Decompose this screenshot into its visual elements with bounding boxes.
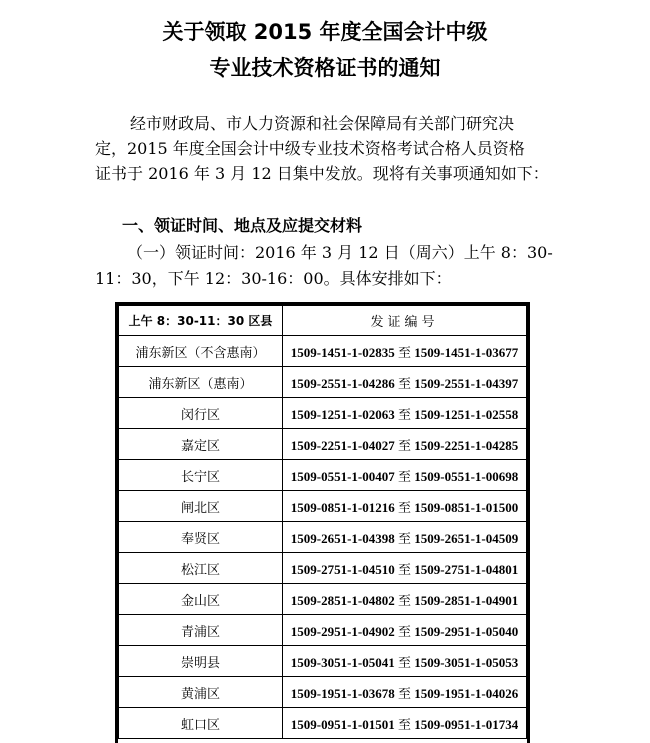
district-cell: 浦东新区（不含惠南） [119,336,283,367]
range-separator: 至 [397,686,411,702]
district-cell: 金山区 [119,584,283,615]
range-end: 1509-2551-1-04397 [414,375,519,391]
district-cell: 长宁区 [119,460,283,491]
range-separator: 至 [397,345,411,361]
range-start: 1509-2751-1-04510 [290,561,395,577]
range-separator: 至 [397,531,411,547]
certificate-range-cell [283,367,527,398]
range-start: 1509-2551-1-04286 [290,375,395,391]
document-title-line-2: 专业技术资格证书的通知 [209,56,441,80]
district-cell: 崇明县 [119,646,283,677]
range-separator: 至 [397,438,411,454]
table-row [119,429,527,460]
range-end: 1509-0551-1-00698 [414,468,519,484]
range-end: 1509-1951-1-04026 [414,685,519,701]
table-row [119,615,527,646]
table-row [119,460,527,491]
district-cell: 青浦区 [119,615,283,646]
range-separator: 至 [397,469,411,485]
range-separator: 至 [397,655,411,671]
district-cell: 嘉定区 [119,429,283,460]
district-cell: 浦东新区（惠南） [119,367,283,398]
table-row [119,584,527,615]
header-district: 上午 8：30-11：30 区县 [119,306,283,336]
certificate-range-cell [283,429,527,460]
certificate-range-cell [283,460,527,491]
pickup-time-line-1: （一）领证时间：2016 年 3 月 12 日（周六）上午 8：30- [127,243,553,262]
range-end: 1509-0851-1-01500 [414,499,519,515]
schedule-table [115,302,530,743]
range-end: 1509-2751-1-04801 [414,561,519,577]
certificate-range-cell [283,615,527,646]
table-row [119,336,527,367]
certificate-range-cell [283,522,527,553]
range-end: 1509-1251-1-02558 [414,406,519,422]
certificate-range-cell [283,398,527,429]
table-row [119,553,527,584]
range-start: 1509-2651-1-04398 [290,530,395,546]
range-separator: 至 [397,593,411,609]
table-row [119,367,527,398]
range-end: 1509-2951-1-05040 [414,623,519,639]
table-row [119,398,527,429]
table-row [119,491,527,522]
section-heading: 一、领证时间、地点及应提交材料 [122,216,363,235]
certificate-range-cell [283,553,527,584]
table-row [119,522,527,553]
range-separator: 至 [397,562,411,578]
range-separator: 至 [397,500,411,516]
range-separator: 至 [397,407,411,423]
range-start: 1509-0551-1-00407 [290,468,395,484]
range-start: 1509-2951-1-04902 [290,623,395,639]
range-start: 1509-2851-1-04802 [290,592,395,608]
range-start: 1509-2251-1-04027 [290,437,395,453]
range-start: 1509-0951-1-01501 [290,716,395,732]
intro-line-3: 证书于 2016 年 3 月 12 日集中发放。现将有关事项通知如下： [95,164,549,183]
range-end: 1509-2651-1-04509 [414,530,519,546]
certificate-range-cell [283,708,527,739]
certificate-range-cell [283,336,527,367]
certificate-range-cell [283,491,527,522]
range-end: 1509-1451-1-03677 [414,344,519,360]
header-certificate-number: 发证编号 [283,306,527,336]
district-cell: 闸北区 [119,491,283,522]
table-row [119,708,527,739]
table-header-row [119,306,527,336]
range-start: 1509-3051-1-05041 [290,654,395,670]
range-start: 1509-1451-1-02835 [290,344,395,360]
range-separator: 至 [397,376,411,392]
district-cell: 松江区 [119,553,283,584]
range-start: 1509-1951-1-03678 [290,685,395,701]
range-end: 1509-0951-1-01734 [414,716,519,732]
range-end: 1509-2851-1-04901 [414,592,519,608]
certificate-range-cell [283,677,527,708]
range-start: 1509-1251-1-02063 [290,406,395,422]
table-body [119,336,527,739]
document-title-line-1: 关于领取 2015 年度全国会计中级 [162,20,488,44]
table-row [119,677,527,708]
table-row [119,646,527,677]
district-cell: 闵行区 [119,398,283,429]
intro-line-1: 经市财政局、市人力资源和社会保障局有关部门研究决 [130,114,515,133]
intro-line-2: 定，2015 年度全国会计中级专业技术资格考试合格人员资格 [95,139,525,158]
range-end: 1509-2251-1-04285 [414,437,519,453]
range-start: 1509-0851-1-01216 [290,499,395,515]
range-end: 1509-3051-1-05053 [414,654,519,670]
certificate-range-cell [283,584,527,615]
district-cell: 黄浦区 [119,677,283,708]
district-cell: 奉贤区 [119,522,283,553]
range-separator: 至 [397,717,411,733]
pickup-time-line-2: 11：30，下午 12：30-16：00。具体安排如下： [95,269,452,288]
certificate-range-cell [283,646,527,677]
range-separator: 至 [397,624,411,640]
district-cell: 虹口区 [119,708,283,739]
